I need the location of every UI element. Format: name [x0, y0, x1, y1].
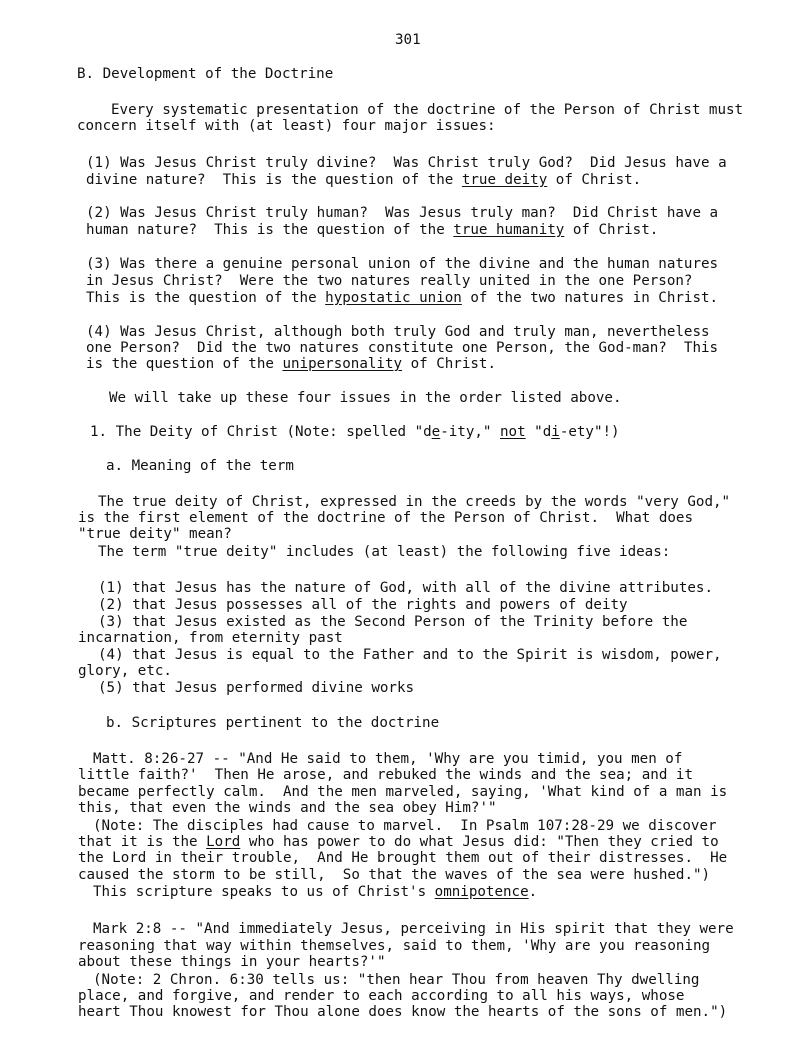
order-note: We will take up these four issues in the order listed above. [109, 390, 622, 406]
page-number: 301 [395, 32, 421, 48]
lord-term: Lord [206, 834, 241, 850]
true-deity-term: true deity [461, 172, 548, 188]
omnipotence-term: omnipotence [434, 884, 529, 900]
scriptures-heading: b. Scriptures pertinent to the doctrine [106, 715, 440, 731]
meaning-heading: a. Meaning of the term [106, 458, 294, 474]
deity-heading: 1. The Deity of Christ (Note: spelled "de-ity," not "di-ety"!) [90, 424, 620, 440]
hypostatic-union-term: hypostatic union [325, 290, 462, 306]
unipersonality-term: unipersonality [282, 356, 403, 372]
true-humanity-term: true humanity [453, 222, 565, 238]
section-heading: B. Development of the Doctrine [77, 66, 334, 82]
